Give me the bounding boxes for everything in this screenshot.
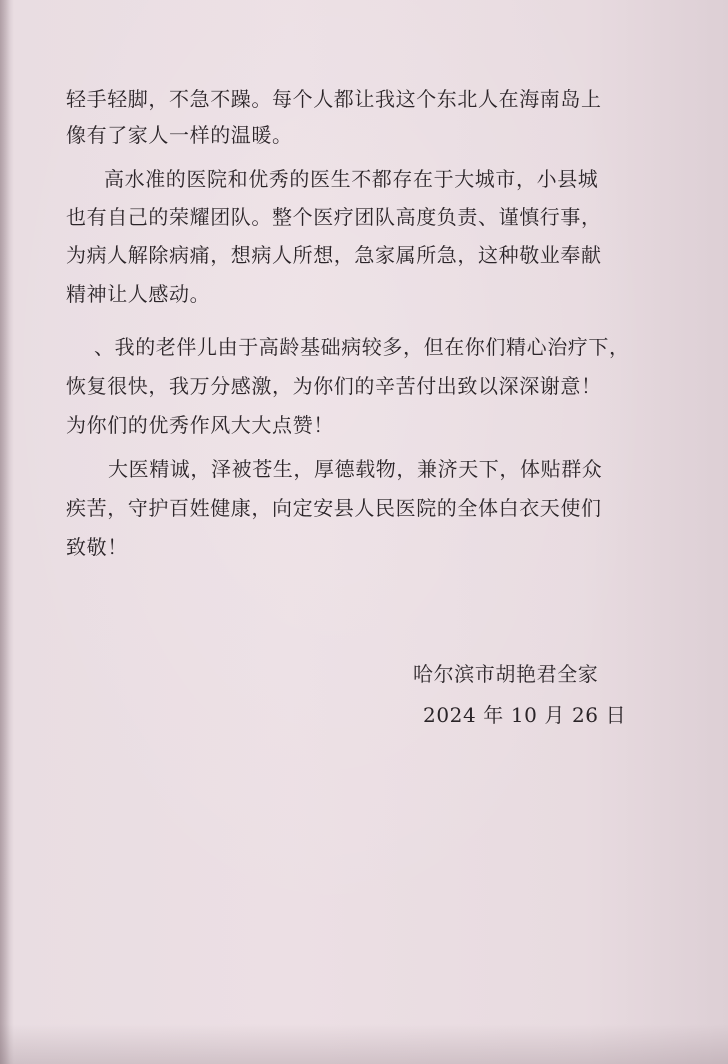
- text-line: 也有自己的荣耀团队。整个医疗团队高度负责、谨慎行事，: [66, 205, 602, 229]
- page-bottom-shadow: [0, 1024, 728, 1064]
- text-line: 高水准的医院和优秀的医生不都存在于大城市，小县城: [104, 167, 599, 191]
- text-line: 为病人解除病痛，想病人所想，急家属所急，这种敬业奉献: [66, 243, 602, 267]
- text-line: 大医精诚，泽被苍生，厚德载物，兼济天下，体贴群众: [108, 457, 603, 481]
- text-line: 为你们的优秀作风大大点赞！: [66, 413, 334, 437]
- text-line: 疾苦，守护百姓健康，向定安县人民医院的全体白衣天使们: [66, 496, 602, 520]
- text-line: 恢复很快，我万分感激，为你们的辛苦付出致以深深谢意！: [66, 374, 602, 398]
- text-line: 、我的老伴儿由于高龄基础病较多，但在你们精心治疗下，: [94, 335, 630, 359]
- page-edge-shadow: [0, 0, 14, 1064]
- text-line: 像有了家人一样的温暖。: [66, 123, 293, 147]
- text-line: 精神让人感动。: [66, 282, 211, 306]
- signature: 哈尔滨市胡艳君全家: [413, 662, 599, 686]
- text-line: 轻手轻脚，不急不躁。每个人都让我这个东北人在海南岛上: [66, 87, 602, 111]
- date: 2024 年 10 月 26 日: [423, 703, 627, 727]
- text-line: 致敬！: [66, 535, 128, 559]
